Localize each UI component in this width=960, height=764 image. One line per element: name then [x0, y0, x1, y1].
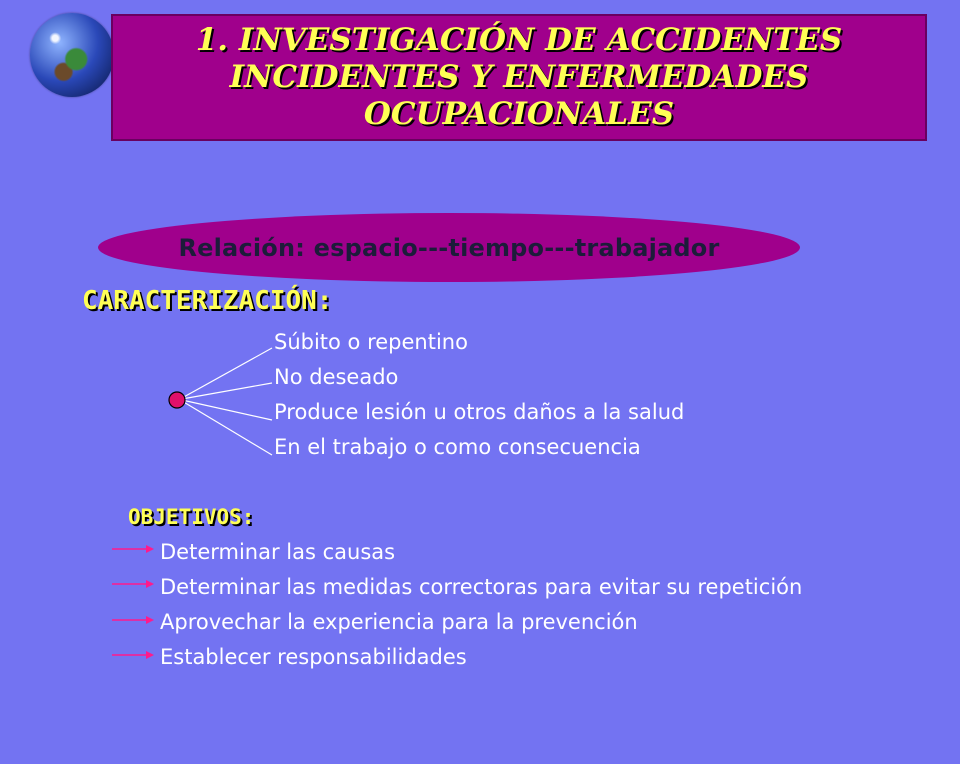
relation-label: Relación: espacio---tiempo---trabajador: [178, 233, 720, 262]
objetivo-item: Determinar las causas: [160, 540, 396, 564]
bullet-dot-icon: [169, 392, 185, 408]
arrow-right-icon: [112, 580, 154, 588]
connector-line: [182, 401, 272, 455]
objetivos-heading: OBJETIVOS:: [128, 505, 255, 529]
caracterizacion-item: Produce lesión u otros daños a la salud: [274, 400, 685, 424]
caracterizacion-item: No deseado: [274, 365, 399, 389]
objetivo-item: Determinar las medidas correctoras para evitar su repetición: [160, 575, 803, 599]
caracterizacion-item: Súbito o repentino: [274, 330, 468, 354]
connector-line: [182, 400, 272, 420]
arrow-right-icon: [112, 616, 154, 624]
arrow-right-icon: [112, 545, 154, 553]
arrow-right-icon: [112, 651, 154, 659]
objetivo-item: Establecer responsabilidades: [160, 645, 467, 669]
caracterizacion-item: En el trabajo o como consecuencia: [274, 435, 641, 459]
page-title: 1. INVESTIGACIÓN DE ACCIDENTES INCIDENTES Y ENFERMEDADES OCUPACIONALES: [195, 22, 843, 132]
caracterizacion-heading: CARACTERIZACIÓN:: [82, 286, 333, 316]
objetivo-item: Aprovechar la experiencia para la prevención: [160, 610, 638, 634]
